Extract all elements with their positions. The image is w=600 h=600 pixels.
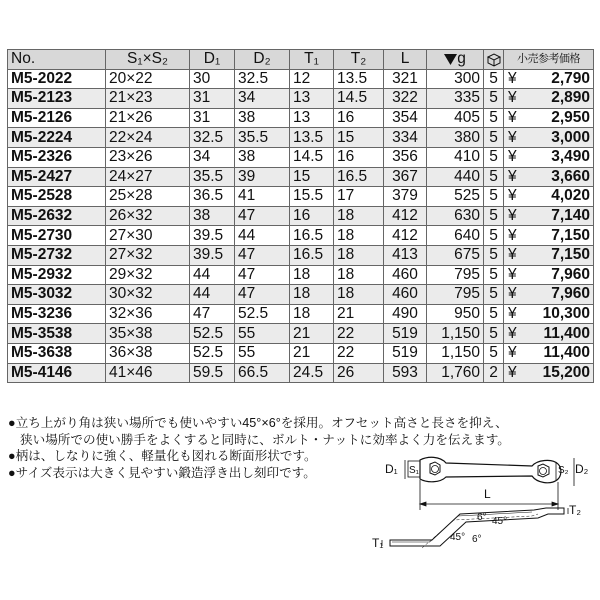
cell-l: 519 — [384, 343, 427, 363]
cell-g: 795 — [427, 285, 484, 305]
cell-price — [504, 167, 594, 187]
table-row — [8, 304, 594, 324]
diagram-angle-6a: 6° — [477, 512, 487, 523]
cell-t2: 18 — [334, 285, 384, 305]
table-row — [8, 245, 594, 265]
yen-symbol: ¥ — [508, 167, 517, 185]
cell-d2: 39 — [235, 167, 290, 187]
cell-d2: 34 — [235, 89, 290, 109]
cell-qty: 5 — [484, 89, 504, 109]
cell-t2: 18 — [334, 265, 384, 285]
cell-no: M5-2528 — [8, 187, 106, 207]
diagram-label-s2: S₂ — [558, 465, 569, 476]
price-value: 2,950 — [551, 109, 590, 127]
cell-t1: 13 — [290, 89, 334, 109]
cell-l: 412 — [384, 206, 427, 226]
cell-g: 1,150 — [427, 343, 484, 363]
cell-price — [504, 206, 594, 226]
header-t2: T₂ — [334, 50, 384, 70]
cell-t1: 18 — [290, 304, 334, 324]
cell-g: 440 — [427, 167, 484, 187]
cell-s: 21×23 — [106, 89, 190, 109]
cell-no: M5-3538 — [8, 324, 106, 344]
cell-price — [504, 69, 594, 89]
yen-symbol: ¥ — [508, 285, 517, 303]
cell-t1: 16 — [290, 206, 334, 226]
cell-t2: 18 — [334, 226, 384, 246]
wrench-diagram — [372, 452, 594, 600]
header-weight — [427, 50, 484, 70]
cell-d1: 39.5 — [190, 245, 235, 265]
cell-t1: 16.5 — [290, 245, 334, 265]
price-value: 2,790 — [551, 69, 590, 87]
cell-no: M5-3032 — [8, 285, 106, 305]
cell-t1: 24.5 — [290, 363, 334, 383]
table-header-row — [8, 50, 594, 70]
cell-no: M5-2632 — [8, 206, 106, 226]
price-value: 7,150 — [551, 226, 590, 244]
cell-no: M5-2224 — [8, 128, 106, 148]
yen-symbol: ¥ — [508, 148, 517, 166]
cell-t1: 16.5 — [290, 226, 334, 246]
cell-qty: 5 — [484, 226, 504, 246]
cell-g: 525 — [427, 187, 484, 207]
cell-price — [504, 245, 594, 265]
cell-d2: 44 — [235, 226, 290, 246]
table-row — [8, 265, 594, 285]
yen-symbol: ¥ — [508, 265, 517, 283]
cell-l: 413 — [384, 245, 427, 265]
cell-l: 460 — [384, 265, 427, 285]
yen-symbol: ¥ — [508, 344, 517, 362]
cell-l: 490 — [384, 304, 427, 324]
cell-d1: 52.5 — [190, 343, 235, 363]
header-price: 小売参考価格 — [504, 50, 594, 70]
header-l: L — [384, 50, 427, 70]
cell-no: M5-4146 — [8, 363, 106, 383]
cell-s: 41×46 — [106, 363, 190, 383]
cell-s: 35×38 — [106, 324, 190, 344]
header-no: No. — [8, 50, 106, 70]
price-value: 10,300 — [542, 305, 590, 323]
cell-price — [504, 147, 594, 167]
yen-symbol: ¥ — [508, 69, 517, 87]
cell-no: M5-2730 — [8, 226, 106, 246]
price-value: 3,490 — [551, 148, 590, 166]
spec-table — [7, 49, 594, 383]
cell-d2: 52.5 — [235, 304, 290, 324]
cell-price — [504, 363, 594, 383]
weight-triangle-icon — [444, 54, 457, 65]
table-row — [8, 206, 594, 226]
cell-s: 21×26 — [106, 108, 190, 128]
cell-t1: 18 — [290, 285, 334, 305]
cell-s: 32×36 — [106, 304, 190, 324]
table-row — [8, 363, 594, 383]
price-value: 11,400 — [543, 324, 590, 342]
cell-no: M5-3236 — [8, 304, 106, 324]
note-line-4: ●サイズ表示は大きく見やすい鍛造浮き出し刻印です。 — [8, 465, 316, 480]
price-value: 11,400 — [543, 344, 590, 362]
cell-t2: 17 — [334, 187, 384, 207]
cell-price — [504, 108, 594, 128]
cell-no: M5-3638 — [8, 343, 106, 363]
cell-price — [504, 324, 594, 344]
cell-s: 27×32 — [106, 245, 190, 265]
header-s: S₁×S₂ — [106, 50, 190, 70]
cell-d2: 32.5 — [235, 69, 290, 89]
cell-s: 22×24 — [106, 128, 190, 148]
cell-qty: 5 — [484, 108, 504, 128]
cell-qty: 2 — [484, 363, 504, 383]
cell-qty: 5 — [484, 167, 504, 187]
cell-d2: 55 — [235, 343, 290, 363]
cell-qty: 5 — [484, 304, 504, 324]
table-row — [8, 343, 594, 363]
table-row — [8, 187, 594, 207]
price-value: 3,660 — [551, 167, 590, 185]
cell-price — [504, 128, 594, 148]
cell-l: 334 — [384, 128, 427, 148]
cell-d1: 32.5 — [190, 128, 235, 148]
price-value: 4,020 — [551, 187, 590, 205]
cell-t2: 18 — [334, 245, 384, 265]
cell-no: M5-2932 — [8, 265, 106, 285]
yen-symbol: ¥ — [508, 128, 517, 146]
cell-price — [504, 187, 594, 207]
cell-d2: 47 — [235, 285, 290, 305]
cell-no: M5-2732 — [8, 245, 106, 265]
price-value: 7,140 — [551, 207, 590, 225]
table-row — [8, 324, 594, 344]
yen-symbol: ¥ — [508, 109, 517, 127]
table-row — [8, 69, 594, 89]
cell-d2: 38 — [235, 108, 290, 128]
table-row — [8, 167, 594, 187]
cell-d1: 35.5 — [190, 167, 235, 187]
header-weight-label: g — [457, 50, 466, 68]
cell-g: 1,150 — [427, 324, 484, 344]
box-quantity-icon — [486, 52, 502, 67]
cell-g: 380 — [427, 128, 484, 148]
diagram-angle-45b: 45° — [450, 532, 466, 543]
cell-g: 640 — [427, 226, 484, 246]
cell-d1: 52.5 — [190, 324, 235, 344]
cell-no: M5-2326 — [8, 147, 106, 167]
cell-t1: 13 — [290, 108, 334, 128]
cell-no: M5-2123 — [8, 89, 106, 109]
cell-s: 20×22 — [106, 69, 190, 89]
table-row — [8, 285, 594, 305]
yen-symbol: ¥ — [508, 89, 517, 107]
cell-l: 321 — [384, 69, 427, 89]
header-d1: D₁ — [190, 50, 235, 70]
table-row — [8, 108, 594, 128]
cell-d2: 41 — [235, 187, 290, 207]
cell-t1: 15.5 — [290, 187, 334, 207]
cell-t2: 14.5 — [334, 89, 384, 109]
note-line-2: 狭い場所での使い勝手をよくすると同時に、ボルト・ナットに効率よく力を伝えます。 — [20, 432, 510, 447]
header-d2: D₂ — [235, 50, 290, 70]
price-value: 3,000 — [551, 128, 590, 146]
cell-s: 23×26 — [106, 147, 190, 167]
cell-qty: 5 — [484, 206, 504, 226]
cell-t2: 26 — [334, 363, 384, 383]
cell-s: 26×32 — [106, 206, 190, 226]
cell-t1: 12 — [290, 69, 334, 89]
yen-symbol: ¥ — [508, 207, 517, 225]
table-row — [8, 226, 594, 246]
header-t1: T₁ — [290, 50, 334, 70]
cell-d2: 35.5 — [235, 128, 290, 148]
note-line-3: ●柄は、しなりに強く、軽量化も図れる断面形状です。 — [8, 449, 317, 463]
yen-symbol: ¥ — [508, 324, 517, 342]
cell-qty: 5 — [484, 343, 504, 363]
cell-d2: 38 — [235, 147, 290, 167]
cell-g: 300 — [427, 69, 484, 89]
cell-d2: 55 — [235, 324, 290, 344]
cell-d2: 47 — [235, 206, 290, 226]
cell-s: 29×32 — [106, 265, 190, 285]
cell-price — [504, 343, 594, 363]
diagram-label-d2: D₂ — [575, 462, 589, 476]
cell-t1: 18 — [290, 265, 334, 285]
yen-symbol: ¥ — [508, 305, 517, 323]
cell-l: 460 — [384, 285, 427, 305]
diagram-label-s1: S₁ — [409, 465, 420, 476]
cell-qty: 5 — [484, 128, 504, 148]
cell-d1: 44 — [190, 285, 235, 305]
cell-qty: 5 — [484, 69, 504, 89]
cell-price — [504, 265, 594, 285]
cell-t2: 16 — [334, 147, 384, 167]
cell-s: 27×30 — [106, 226, 190, 246]
cell-d1: 44 — [190, 265, 235, 285]
cell-d1: 36.5 — [190, 187, 235, 207]
yen-symbol: ¥ — [508, 246, 517, 264]
cell-t2: 22 — [334, 343, 384, 363]
diagram-angle-45a: 45° — [492, 516, 508, 527]
yen-symbol: ¥ — [508, 187, 517, 205]
cell-g: 950 — [427, 304, 484, 324]
table-body — [8, 69, 594, 383]
cell-l: 519 — [384, 324, 427, 344]
diagram-label-d1: D₁ — [385, 462, 398, 476]
cell-g: 675 — [427, 245, 484, 265]
price-value: 7,960 — [551, 265, 590, 283]
cell-d2: 47 — [235, 265, 290, 285]
cell-l: 322 — [384, 89, 427, 109]
cell-t2: 15 — [334, 128, 384, 148]
cell-t1: 13.5 — [290, 128, 334, 148]
diagram-angle-6b: 6° — [472, 534, 482, 545]
cell-t1: 21 — [290, 343, 334, 363]
cell-d1: 38 — [190, 206, 235, 226]
cell-d1: 31 — [190, 89, 235, 109]
cell-qty: 5 — [484, 245, 504, 265]
cell-qty: 5 — [484, 187, 504, 207]
header-qty — [484, 50, 504, 70]
cell-qty: 5 — [484, 324, 504, 344]
cell-g: 335 — [427, 89, 484, 109]
cell-g: 1,760 — [427, 363, 484, 383]
cell-no: M5-2022 — [8, 69, 106, 89]
yen-symbol: ¥ — [508, 363, 517, 381]
cell-qty: 5 — [484, 265, 504, 285]
cell-qty: 5 — [484, 285, 504, 305]
cell-g: 405 — [427, 108, 484, 128]
cell-t2: 16.5 — [334, 167, 384, 187]
cell-t2: 22 — [334, 324, 384, 344]
cell-s: 30×32 — [106, 285, 190, 305]
diagram-label-l: L — [484, 487, 491, 501]
cell-t2: 13.5 — [334, 69, 384, 89]
cell-l: 379 — [384, 187, 427, 207]
cell-price — [504, 285, 594, 305]
cell-price — [504, 304, 594, 324]
cell-price — [504, 89, 594, 109]
cell-price — [504, 226, 594, 246]
cell-qty: 5 — [484, 147, 504, 167]
cell-s: 36×38 — [106, 343, 190, 363]
cell-l: 354 — [384, 108, 427, 128]
cell-no: M5-2126 — [8, 108, 106, 128]
cell-l: 593 — [384, 363, 427, 383]
table-row — [8, 89, 594, 109]
cell-d2: 47 — [235, 245, 290, 265]
price-value: 7,960 — [551, 285, 590, 303]
cell-d1: 39.5 — [190, 226, 235, 246]
diagram-label-t1: T₁ — [372, 536, 384, 550]
note-line-1: ●立ち上がり角は狭い場所でも使いやすい45°×6°を採用。オフセット高さと長さを抑え、 — [8, 416, 508, 430]
cell-l: 367 — [384, 167, 427, 187]
cell-d2: 66.5 — [235, 363, 290, 383]
cell-d1: 59.5 — [190, 363, 235, 383]
cell-d1: 31 — [190, 108, 235, 128]
cell-d1: 30 — [190, 69, 235, 89]
cell-t2: 16 — [334, 108, 384, 128]
cell-s: 25×28 — [106, 187, 190, 207]
cell-l: 412 — [384, 226, 427, 246]
cell-g: 410 — [427, 147, 484, 167]
cell-no: M5-2427 — [8, 167, 106, 187]
cell-g: 795 — [427, 265, 484, 285]
cell-l: 356 — [384, 147, 427, 167]
table-row — [8, 128, 594, 148]
cell-s: 24×27 — [106, 167, 190, 187]
cell-t1: 15 — [290, 167, 334, 187]
cell-d1: 47 — [190, 304, 235, 324]
wrench-top-view — [405, 457, 574, 486]
cell-d1: 34 — [190, 147, 235, 167]
cell-t2: 18 — [334, 206, 384, 226]
yen-symbol: ¥ — [508, 226, 517, 244]
diagram-label-t2: T₂ — [569, 503, 581, 517]
cell-t1: 21 — [290, 324, 334, 344]
cell-t2: 21 — [334, 304, 384, 324]
cell-t1: 14.5 — [290, 147, 334, 167]
price-value: 15,200 — [542, 363, 590, 381]
table-row — [8, 147, 594, 167]
cell-g: 630 — [427, 206, 484, 226]
price-value: 7,150 — [551, 246, 590, 264]
price-value: 2,890 — [551, 89, 590, 107]
